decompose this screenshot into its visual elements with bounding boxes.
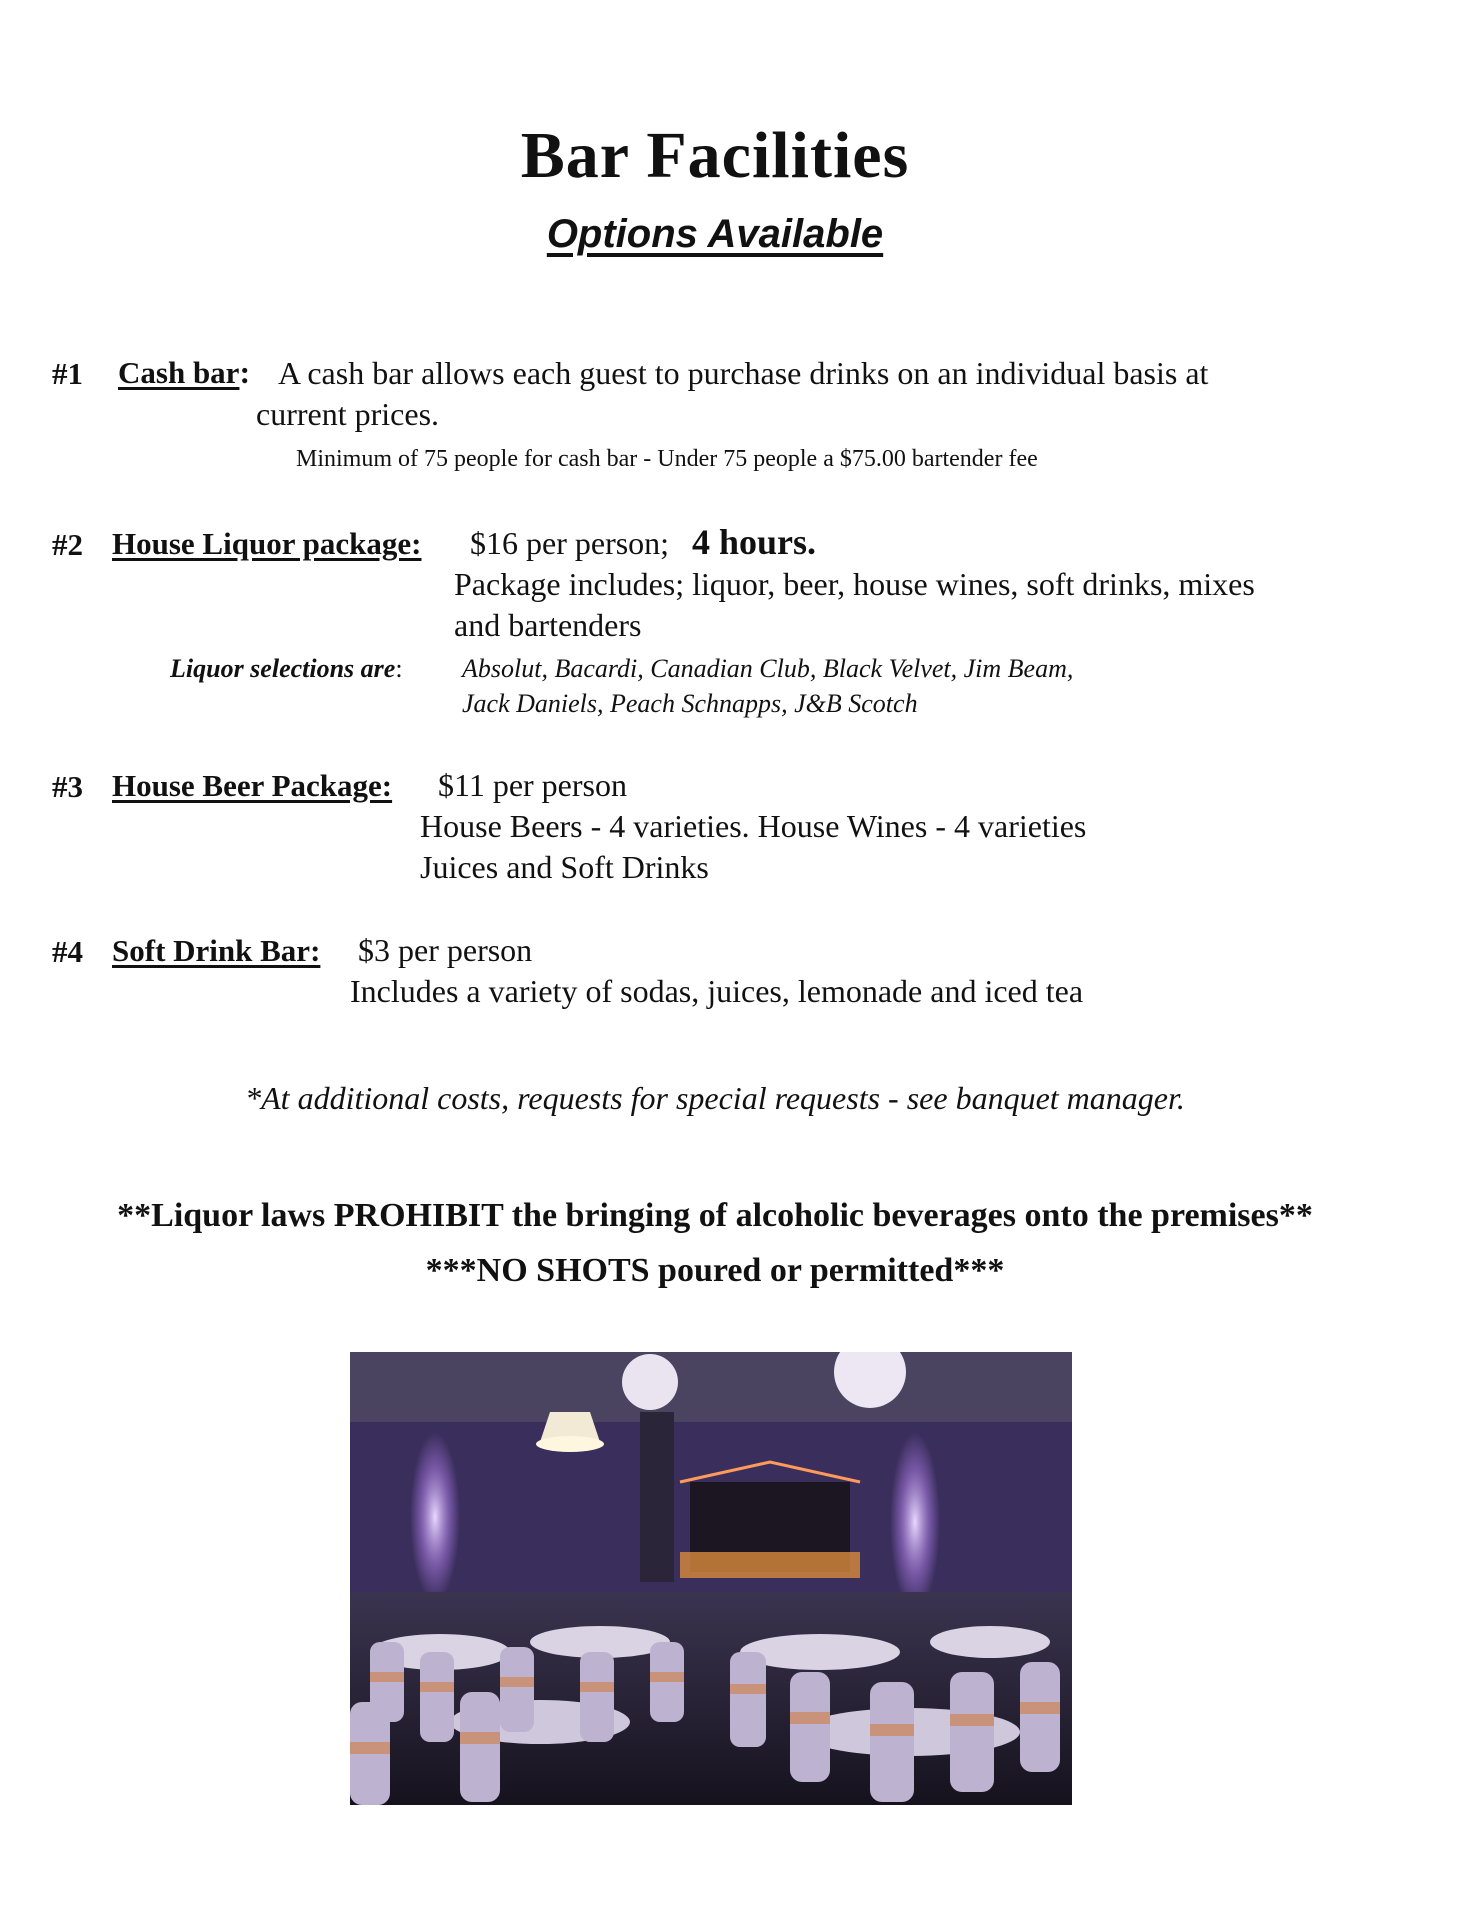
option-label: Cash bar: [118, 355, 240, 390]
option-price: $11 per person: [438, 767, 627, 803]
selections-heading: Liquor selections are:: [170, 654, 403, 683]
option-description-cont: and bartenders: [454, 607, 642, 643]
option-label: House Beer Package:: [112, 768, 393, 803]
option-description-cont: Juices and Soft Drinks: [420, 849, 709, 885]
option-price: $16 per person;: [470, 525, 670, 561]
selections-list-cont: Jack Daniels, Peach Schnapps, J&B Scotch: [462, 689, 918, 718]
banquet-hall-illustration: [350, 1352, 1072, 1805]
option-description: Includes a variety of sodas, juices, lemonade and iced tea: [350, 973, 1084, 1009]
option-description: Package includes; liquor, beer, house wines, soft drinks, mixes: [454, 566, 1255, 602]
lit-column: [410, 1432, 460, 1602]
option-number: #3: [52, 769, 83, 804]
option-price: $3 per person: [358, 932, 533, 968]
selections-label: Liquor selections are: [170, 654, 396, 683]
page-subtitle: Options Available: [546, 212, 884, 256]
selections-list: Absolut, Bacardi, Canadian Club, Black Velvet, Jim Beam,: [462, 654, 1074, 683]
option-number: #4: [52, 934, 83, 969]
page-title: Bar Facilities: [520, 119, 910, 192]
option-description: A cash bar allows each guest to purchase drinks on an individual basis at: [278, 355, 1209, 391]
additional-costs-note: *At additional costs, requests for special requests - see banquet manager.: [245, 1080, 1185, 1116]
pillar: [640, 1412, 674, 1582]
no-shots-warning: ***NO SHOTS poured or permitted***: [425, 1252, 1005, 1289]
option-heading: Cash bar:: [118, 354, 251, 390]
option-description: House Beers - 4 varieties. House Wines - 4 varieties: [420, 808, 1087, 844]
banquet-hall-photo: [350, 1352, 1072, 1805]
liquor-laws-warning: **Liquor laws PROHIBIT the bringing of alcoholic beverages onto the premises**: [117, 1197, 1313, 1234]
paper-lantern: [622, 1354, 678, 1410]
lit-column: [890, 1432, 940, 1612]
option-duration: 4 hours.: [692, 522, 817, 562]
option-description-cont: current prices.: [256, 396, 440, 432]
option-number: #1: [52, 356, 83, 391]
option-note: Minimum of 75 people for cash bar - Under 75 people a $75.00 bartender fee: [296, 446, 1038, 472]
option-number: #2: [52, 527, 83, 562]
option-label: House Liquor package:: [112, 526, 422, 561]
option-label: Soft Drink Bar:: [112, 933, 321, 968]
